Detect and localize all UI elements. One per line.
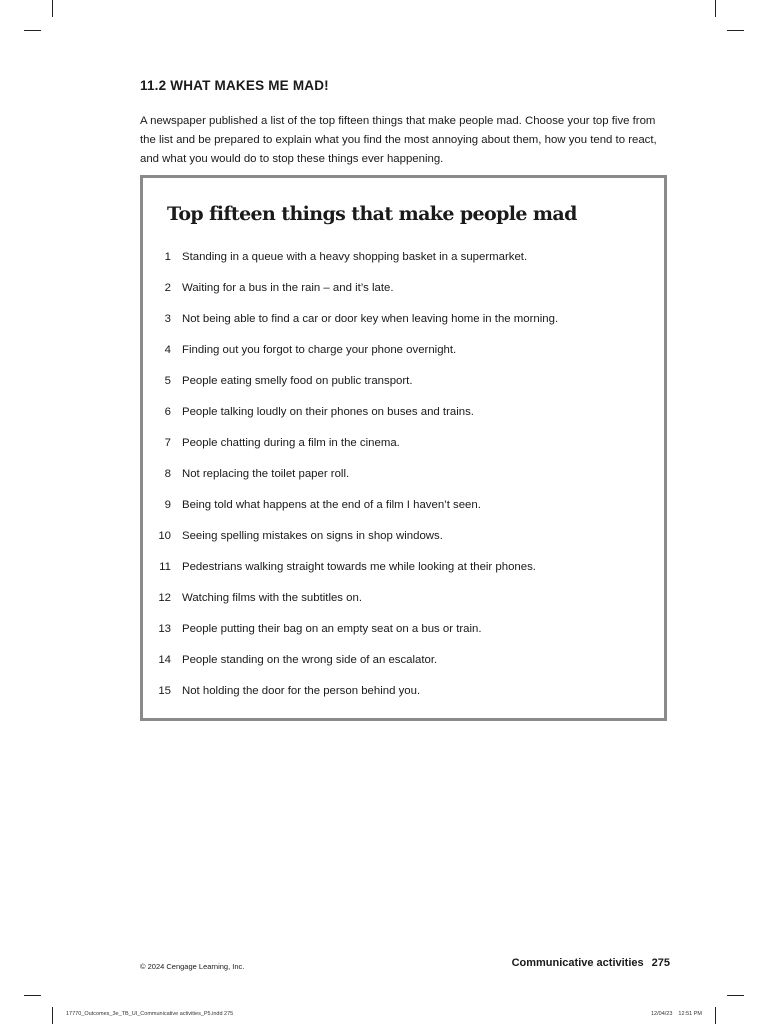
- annoyances-list: [143, 251, 558, 716]
- item-number: 13: [158, 623, 171, 635]
- crop-mark: [52, 1007, 53, 1024]
- item-text: Standing in a queue with a heavy shopping basket in a supermarket.: [182, 251, 528, 263]
- item-number: 12: [158, 592, 171, 604]
- item-number: 11: [159, 561, 171, 573]
- list-item: [143, 282, 558, 313]
- list-item: [143, 654, 558, 685]
- list-item: [143, 561, 558, 592]
- item-text: Seeing spelling mistakes on signs in shop windows.: [182, 530, 443, 542]
- list-item: [143, 592, 558, 623]
- item-number: 5: [164, 375, 171, 387]
- item-text: Waiting for a bus in the rain – and it’s late.: [182, 282, 394, 294]
- item-text: Not holding the door for the person behind you.: [182, 685, 421, 697]
- item-text: People eating smelly food on public transport.: [182, 375, 413, 387]
- list-box: [140, 175, 667, 721]
- crop-mark: [715, 1007, 716, 1024]
- list-item: [143, 499, 558, 530]
- list-item: [143, 375, 558, 406]
- list-item: [143, 344, 558, 375]
- list-item: [143, 468, 558, 499]
- item-text: People putting their bag on an empty seat on a bus or train.: [182, 623, 482, 635]
- running-footer: [512, 957, 670, 969]
- page-number: 275: [651, 957, 670, 969]
- item-number: 9: [164, 499, 171, 511]
- list-item: [143, 623, 558, 654]
- item-number: 14: [158, 654, 171, 666]
- item-number: 10: [158, 530, 171, 542]
- copyright-notice: © 2024 Cengage Learning, Inc.: [140, 962, 245, 971]
- intro-paragraph: A newspaper published a list of the top fifteen things that make people mad. Choose your top five from the list and be prepared to explain what you find the most annoying about them, how you tend to react, and what you would do to stop these things ever happening.: [140, 115, 657, 165]
- item-text: Pedestrians walking straight towards me while looking at their phones.: [182, 561, 536, 573]
- item-text: Finding out you forgot to charge your phone overnight.: [182, 344, 457, 356]
- item-text: Watching films with the subtitles on.: [182, 592, 363, 604]
- box-title: Top fifteen things that make people mad: [167, 203, 577, 225]
- item-text: People chatting during a film in the cinema.: [182, 437, 400, 449]
- crop-mark: [24, 30, 41, 31]
- slug-filename: 17770_Outcomes_3e_TB_UI_Communicative activities_P5.indd 275: [66, 1011, 234, 1017]
- item-text: Not being able to find a car or door key when leaving home in the morning.: [182, 313, 559, 325]
- item-number: 3: [164, 313, 171, 325]
- list-item: [143, 530, 558, 561]
- item-text: Being told what happens at the end of a film I haven’t seen.: [182, 499, 481, 511]
- item-number: 7: [164, 437, 171, 449]
- crop-mark: [727, 995, 744, 996]
- running-head-title: Communicative activities: [511, 957, 644, 969]
- list-item: [143, 313, 558, 344]
- list-item: [143, 406, 558, 437]
- crop-mark: [715, 0, 716, 17]
- item-text: People standing on the wrong side of an escalator.: [182, 654, 438, 666]
- list-item: [143, 685, 558, 716]
- item-number: 8: [164, 468, 171, 480]
- list-item: [143, 251, 558, 282]
- section-title: 11.2 WHAT MAKES ME MAD!: [140, 78, 329, 93]
- item-number: 15: [158, 685, 171, 697]
- item-number: 6: [164, 406, 171, 418]
- slug-time: 12:51 PM: [678, 1011, 702, 1017]
- item-text: Not replacing the toilet paper roll.: [182, 468, 350, 480]
- crop-mark: [727, 30, 744, 31]
- crop-mark: [52, 0, 53, 17]
- list-item: [143, 437, 558, 468]
- item-text: People talking loudly on their phones on buses and trains.: [182, 406, 474, 418]
- crop-mark: [24, 995, 41, 996]
- slug-date: 12/04/23: [651, 1011, 673, 1017]
- slug-timestamp: [651, 1011, 702, 1017]
- item-number: 1: [164, 251, 171, 263]
- item-number: 4: [164, 344, 171, 356]
- item-number: 2: [164, 282, 171, 294]
